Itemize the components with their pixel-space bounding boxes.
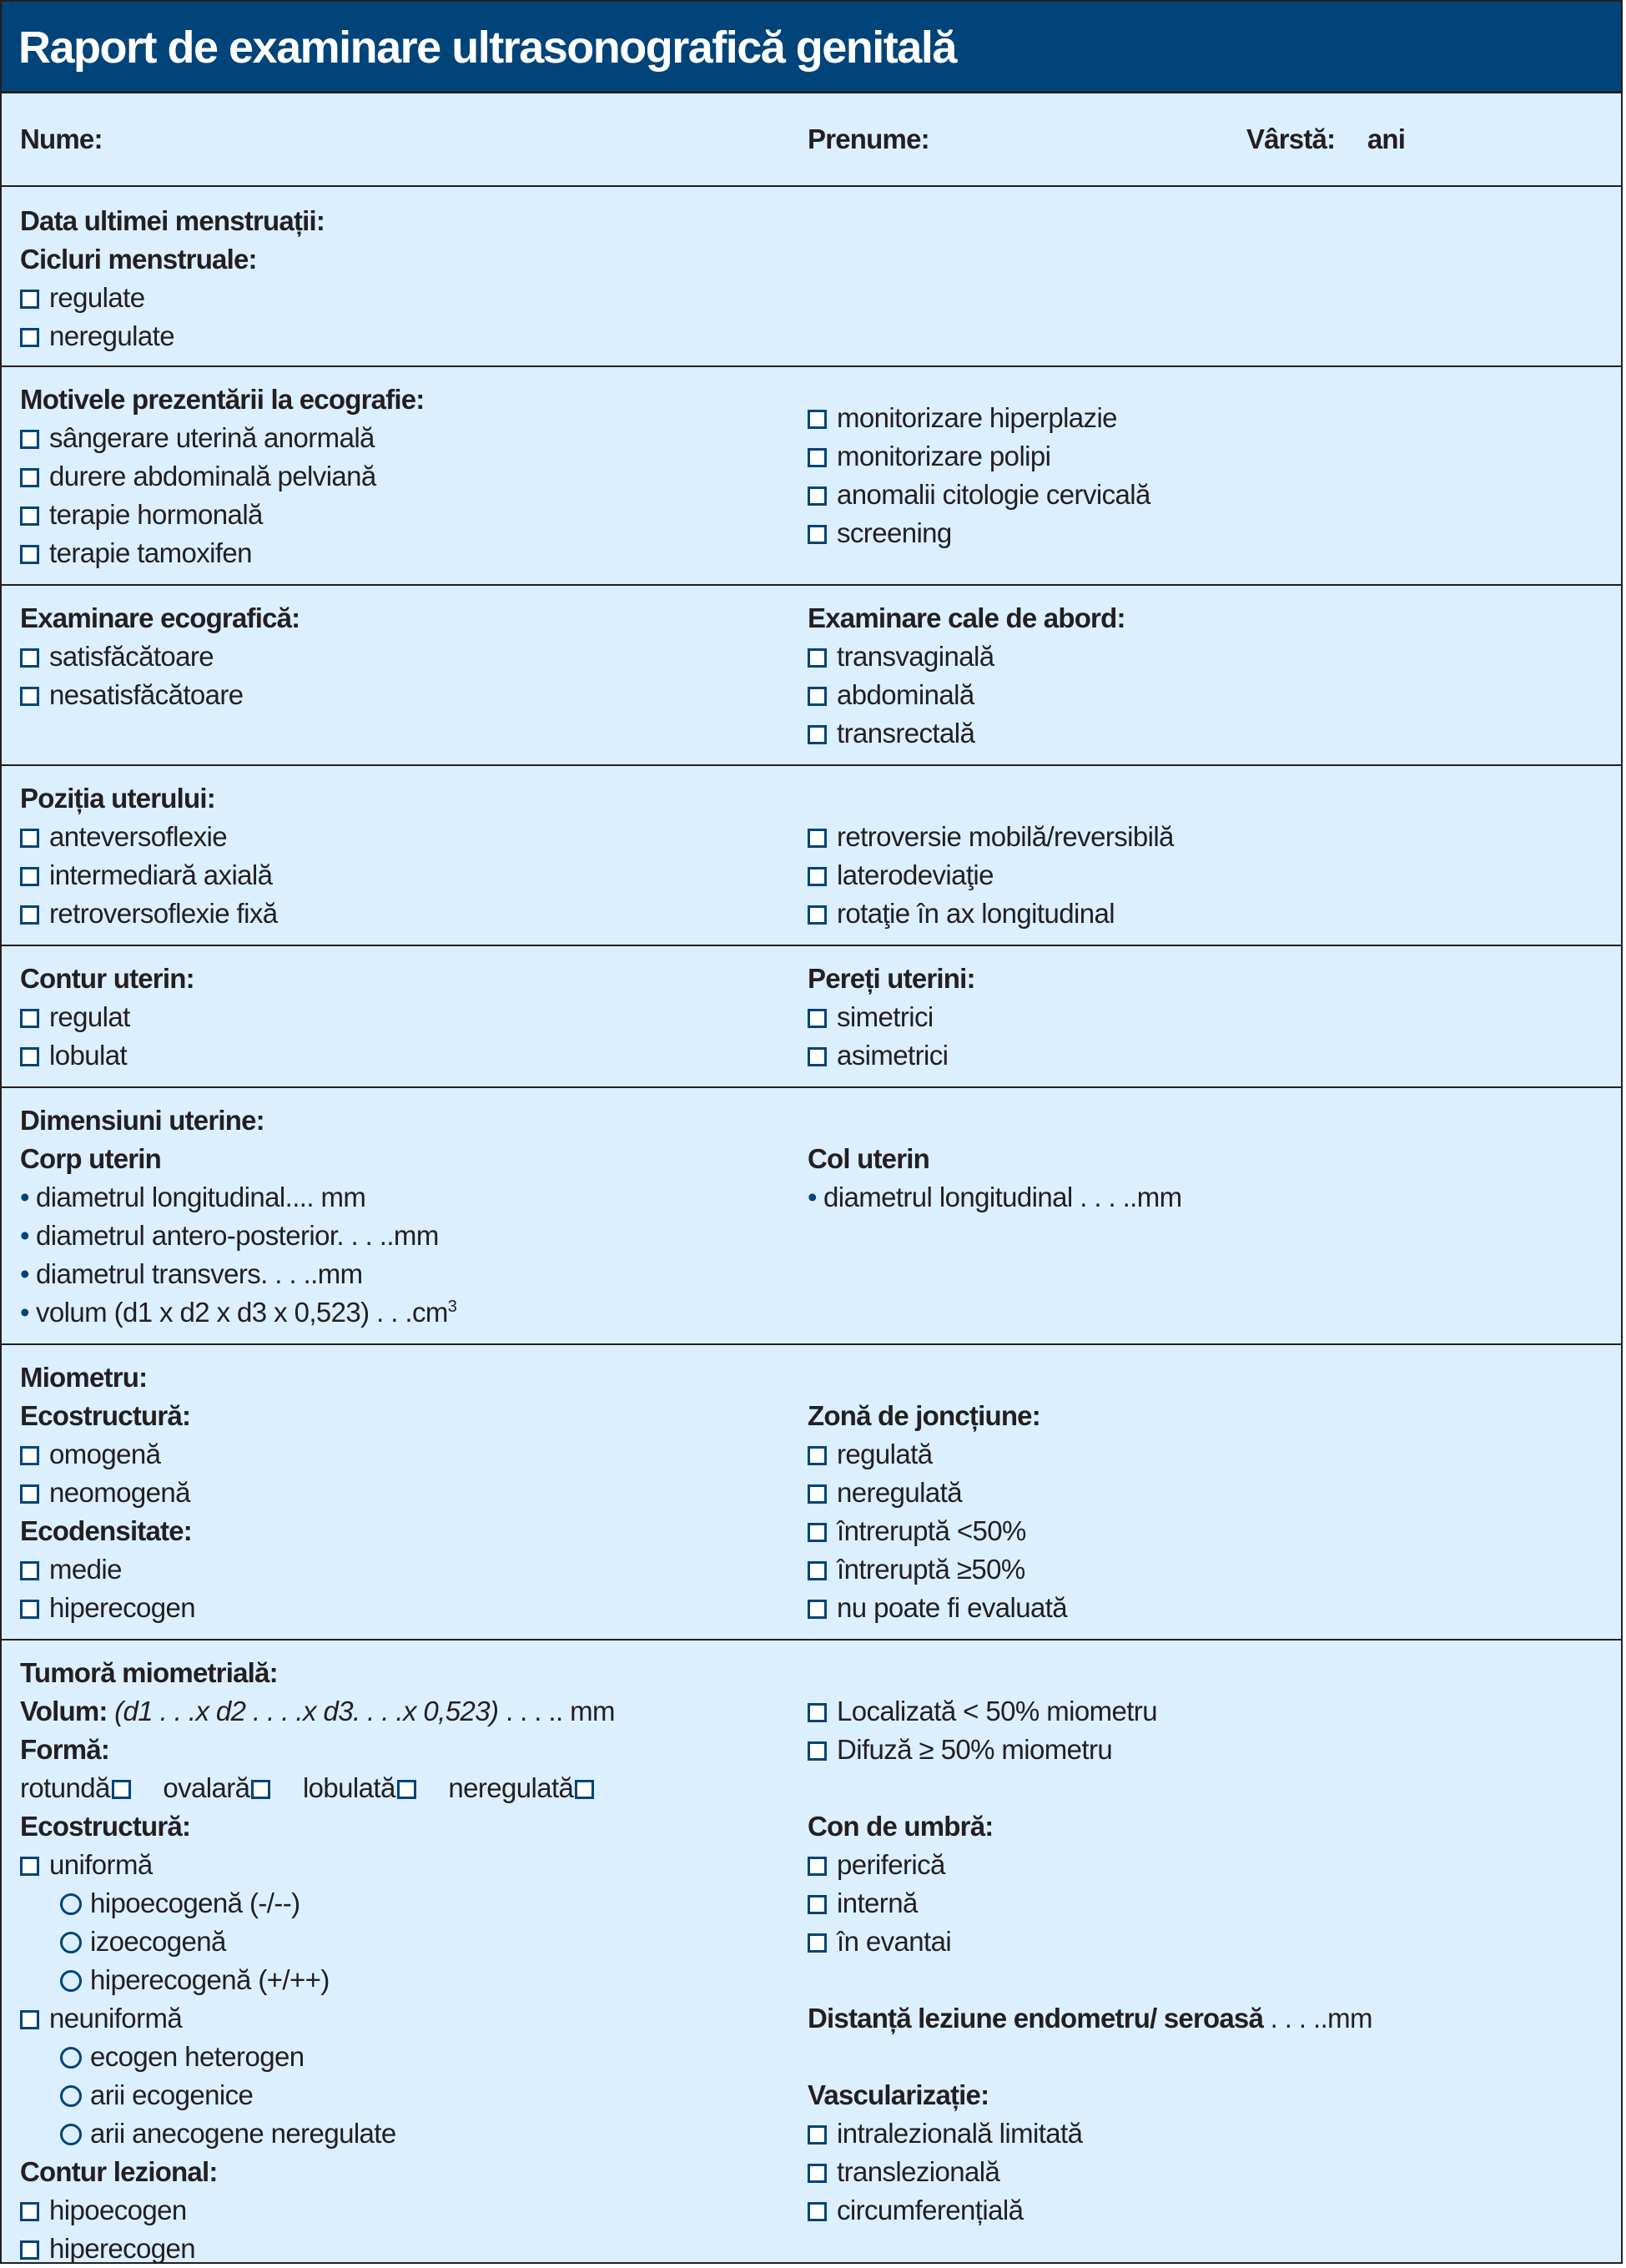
route-option: transrectală: [808, 714, 1125, 753]
walls-option: asimetrici: [808, 1036, 975, 1075]
echo-option: neomogenă: [20, 1474, 195, 1512]
radio[interactable]: [60, 2085, 82, 2107]
checkbox[interactable]: [808, 867, 827, 886]
dimensions-label: Dimensiuni uterine:: [20, 1105, 264, 1136]
checkbox[interactable]: [20, 430, 39, 449]
reason-option: durere abdominală pelviană: [20, 457, 424, 496]
checkbox[interactable]: [20, 687, 39, 706]
contour-label: Contur uterin:: [20, 963, 194, 994]
junction-label: Zonă de joncțiune:: [808, 1400, 1040, 1431]
vascular-option: translezională: [808, 2153, 1372, 2191]
checkbox[interactable]: [808, 1741, 827, 1761]
density-option: medie: [20, 1550, 195, 1589]
checkbox[interactable]: [397, 1780, 416, 1799]
checkbox[interactable]: [20, 1857, 39, 1876]
reasons-section: [2, 365, 1621, 586]
tumor-section: [2, 1639, 1621, 2265]
checkbox[interactable]: [808, 829, 827, 848]
checkbox[interactable]: [808, 2202, 827, 2221]
vascular-option: circumferențială: [808, 2191, 1372, 2230]
contour-option: lobulat: [20, 1036, 194, 1075]
echo-option: omogenă: [20, 1435, 195, 1474]
body-item: • diametrul longitudinal.... mm: [20, 1182, 366, 1212]
volume-item: • volum (d1 x d2 x d3 x 0,523) . . $.cm^3$: [20, 1297, 457, 1328]
lesion-contour-label: Contur lezional:: [20, 2156, 218, 2187]
reason-option: screening: [808, 514, 1150, 552]
reason-option: anomalii citologie cervicală: [808, 476, 1150, 514]
uniform-sub-option: hipoecogenă (-/--): [20, 1884, 619, 1923]
checkbox[interactable]: [20, 545, 39, 564]
checkbox[interactable]: [808, 1857, 827, 1876]
checkbox[interactable]: [20, 829, 39, 848]
lesion-contour-option: hiperecogen: [20, 2230, 619, 2268]
exam-option: nesatisfăcătoare: [20, 676, 300, 714]
checkbox[interactable]: [20, 1047, 39, 1066]
route-option: transvaginală: [808, 638, 1125, 676]
shape-options: rotundă ovalară lobulată neregulată: [20, 1769, 619, 1807]
firstname-label: Prenume:: [808, 123, 929, 154]
position-option: intermediară axială: [20, 856, 278, 895]
walls-label: Pereți uterini:: [808, 963, 975, 994]
checkbox[interactable]: [808, 1446, 827, 1465]
checkbox[interactable]: [808, 1047, 827, 1066]
checkbox[interactable]: [808, 1703, 827, 1722]
cycle-option-regular: regulate: [20, 279, 325, 317]
checkbox[interactable]: [20, 2010, 39, 2029]
junction-option: întreruptă ≥50%: [808, 1550, 1067, 1589]
shadow-label: Con de umbră:: [808, 1811, 994, 1842]
checkbox[interactable]: [808, 448, 827, 467]
exam-section: [2, 584, 1621, 766]
extent-option: Localizată < 50% miometru: [808, 1692, 1372, 1731]
checkbox[interactable]: [808, 687, 827, 706]
checkbox[interactable]: [20, 905, 39, 925]
distance-line: Distanță leziune endometru/ seroasă . . . ..mm: [808, 2003, 1372, 2034]
radio[interactable]: [60, 2124, 82, 2145]
checkbox[interactable]: [251, 1780, 270, 1799]
radio[interactable]: [60, 1932, 82, 1953]
tumor-label: Tumoră miometrială:: [20, 1657, 278, 1688]
checkbox[interactable]: [808, 1484, 827, 1504]
uniform-option: uniformă: [20, 1846, 619, 1884]
tumor-volume: Volum: (d1 . . .x d2 . . . .x d3. . . .x 0,523) . . . .. mm: [20, 1696, 615, 1726]
exam-label: Examinare ecografică:: [20, 602, 300, 633]
reason-option: terapie tamoxifen: [20, 534, 424, 572]
checkbox[interactable]: [20, 1484, 39, 1504]
checkbox[interactable]: [112, 1780, 131, 1799]
cycle-option-irregular: neregulate: [20, 317, 325, 355]
lesion-contour-option: hipoecogen: [20, 2191, 619, 2230]
checkbox[interactable]: [808, 410, 827, 429]
position-option: retroversoflexie fixă: [20, 895, 278, 933]
exam-option: satisfăcătoare: [20, 638, 300, 676]
radio[interactable]: [60, 1893, 82, 1915]
name-label: Nume:: [20, 123, 103, 154]
tumor-echo-label: Ecostructură:: [20, 1811, 191, 1842]
reason-option: monitorizare hiperplazie: [808, 399, 1150, 437]
position-option: laterodeviaţie: [808, 856, 1174, 895]
nonuniform-sub-option: ecogen heterogen: [20, 2038, 619, 2076]
shadow-option: periferică: [808, 1846, 1372, 1884]
checkbox[interactable]: [808, 525, 827, 544]
contour-option: regulat: [20, 998, 194, 1036]
nonuniform-sub-option: arii anecogene neregulate: [20, 2114, 619, 2153]
echo-label: Ecostructură:: [20, 1400, 191, 1431]
checkbox[interactable]: [20, 468, 39, 487]
checkbox[interactable]: [808, 1933, 827, 1953]
contour-section: [2, 945, 1621, 1088]
checkbox[interactable]: [808, 1895, 827, 1914]
uniform-sub-option: izoecogenă: [20, 1923, 619, 1961]
radio[interactable]: [60, 2047, 82, 2069]
checkbox[interactable]: [20, 290, 39, 309]
reason-option: sângerare uterină anormală: [20, 419, 424, 457]
checkbox[interactable]: [808, 725, 827, 744]
checkbox[interactable]: [808, 1561, 827, 1580]
age-unit: ani: [1367, 123, 1406, 154]
checkbox[interactable]: [20, 2202, 39, 2221]
position-option: rotaţie în ax longitudinal: [808, 895, 1174, 933]
checkbox[interactable]: [20, 1009, 39, 1028]
checkbox[interactable]: [20, 867, 39, 886]
shadow-option: internă: [808, 1884, 1372, 1923]
body-item: • diametrul antero-posterior. . . ..mm: [20, 1220, 439, 1251]
myometrium-label: Miometru:: [20, 1362, 148, 1393]
uniform-sub-option: hiperecogenă (+/++): [20, 1961, 619, 1999]
density-option: hiperecogen: [20, 1589, 195, 1627]
nonuniform-option: neuniformă: [20, 1999, 619, 2038]
menstrual-section: [2, 185, 1621, 367]
route-option: abdominală: [808, 676, 1125, 714]
checkbox[interactable]: [20, 648, 39, 668]
checkbox[interactable]: [20, 1446, 39, 1465]
checkbox[interactable]: [808, 905, 827, 925]
checkbox[interactable]: [808, 1009, 827, 1028]
checkbox[interactable]: [808, 1523, 827, 1542]
checkbox[interactable]: [808, 2125, 827, 2145]
patient-section: [2, 93, 1621, 187]
checkbox[interactable]: [20, 2240, 39, 2260]
body-item: • diametrul transvers. . . ..mm: [20, 1258, 363, 1289]
checkbox[interactable]: [808, 1600, 827, 1619]
cervix-item: • diametrul longitudinal . . . ..mm: [808, 1182, 1182, 1212]
last-period-label: Data ultimei menstruații:: [20, 205, 325, 236]
position-section: [2, 764, 1621, 946]
route-label: Examinare cale de abord:: [808, 602, 1125, 633]
walls-option: simetrici: [808, 998, 975, 1036]
vascular-label: Vascularizație:: [808, 2079, 989, 2110]
checkbox[interactable]: [20, 507, 39, 526]
junction-option: nu poate fi evaluată: [808, 1589, 1067, 1627]
cervix-label: Col uterin: [808, 1143, 929, 1174]
reasons-label: Motivele prezentării la ecografie:: [20, 384, 425, 415]
position-label: Poziția uterului:: [20, 783, 215, 814]
nonuniform-sub-option: arii ecogenice: [20, 2076, 619, 2114]
checkbox[interactable]: [808, 486, 827, 506]
reason-option: terapie hormonală: [20, 496, 424, 534]
checkbox[interactable]: [808, 648, 827, 668]
cycles-label: Cicluri menstruale:: [20, 244, 257, 275]
checkbox[interactable]: [20, 1561, 39, 1580]
shape-label: Formă:: [20, 1734, 110, 1765]
vascular-option: intralezională limitată: [808, 2114, 1372, 2153]
age-label: Vârstă:: [1246, 123, 1336, 154]
position-option: retroversie mobilă/reversibilă: [808, 818, 1174, 856]
checkbox[interactable]: [575, 1780, 594, 1799]
dimensions-section: [2, 1086, 1621, 1345]
junction-option: neregulată: [808, 1474, 1067, 1512]
report-title: Raport de examinare ultrasonografică genitală: [2, 2, 1621, 93]
checkbox[interactable]: [20, 328, 39, 347]
checkbox[interactable]: [20, 1600, 39, 1619]
checkbox[interactable]: [808, 2164, 827, 2183]
radio[interactable]: [60, 1970, 82, 1992]
shadow-option: în evantai: [808, 1923, 1372, 1961]
position-option: anteversoflexie: [20, 818, 278, 856]
junction-option: întreruptă <50%: [808, 1512, 1067, 1550]
density-label: Ecodensitate:: [20, 1515, 192, 1546]
reason-option: monitorizare polipi: [808, 437, 1150, 476]
junction-option: regulată: [808, 1435, 1067, 1474]
myometrium-section: [2, 1343, 1621, 1641]
extent-option: Difuză ≥ 50% miometru: [808, 1731, 1372, 1769]
body-label: Corp uterin: [20, 1143, 162, 1174]
